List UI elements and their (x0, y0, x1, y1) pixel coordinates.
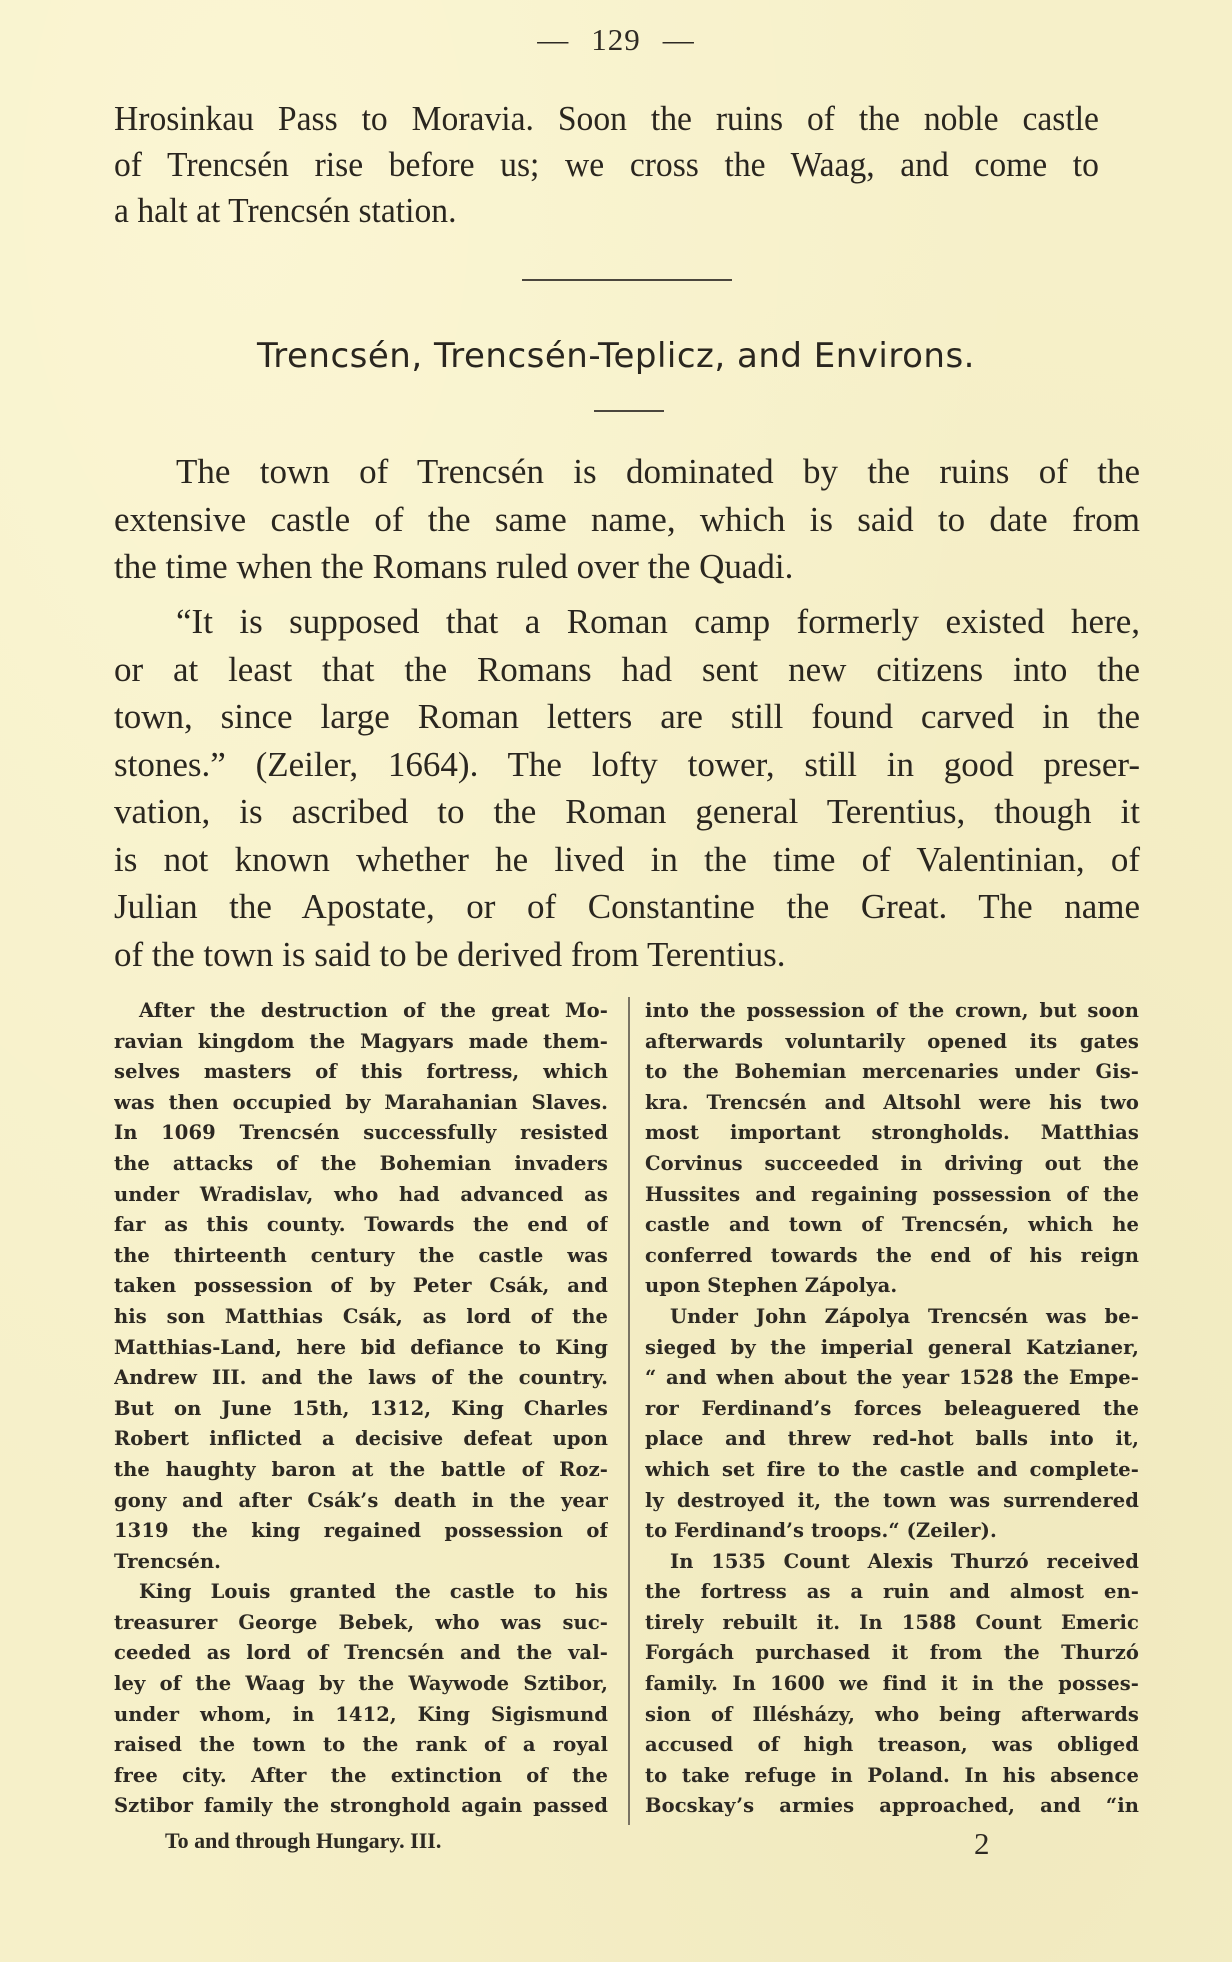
text-line: the time when the Romans ruled over the Quadi. (114, 547, 794, 586)
page-number-dash-left: — (537, 22, 570, 57)
right-column-paragraph-1 (645, 996, 1139, 1302)
footer-book-title: To and through Hungary. III. (165, 1828, 442, 1853)
text-line: In 1069 Trencsén successfully resisted (114, 1121, 608, 1145)
text-line: far as this county. Towards the end of (114, 1213, 608, 1237)
text-line: stones.” (Zeiler, 1664). The lofty tower, still in good preser- (114, 744, 1140, 784)
text-line: sion of Illésházy, who being afterwards (645, 1702, 1139, 1726)
section-divider-top (522, 279, 732, 281)
text-line: to Ferdinand’s troops.“ (Zeiler). (645, 1519, 997, 1543)
intro-paragraph-1 (114, 448, 1140, 591)
text-line: sieged by the imperial general Katzianer, (645, 1335, 1139, 1359)
text-line: of the town is said to be derived from Terentius. (114, 934, 786, 974)
page-number-dash-right: — (662, 22, 695, 57)
text-line: town, since large Roman letters are still found carved in the (114, 697, 1140, 736)
text-line: Andrew III. and the laws of the country. (114, 1366, 608, 1390)
text-line: the haughty baron at the battle of Roz- (114, 1457, 608, 1481)
right-column-paragraph-2 (645, 1302, 1139, 1547)
text-line: place and threw red-hot balls into it, (645, 1427, 1139, 1451)
page-number (0, 22, 1232, 58)
page-number-value: 129 (591, 22, 641, 57)
text-line: into the possession of the crown, but soon (645, 999, 1139, 1022)
text-line: to take refuge in Poland. In his absence (645, 1763, 1139, 1787)
text-line: In 1535 Count Alexis Thurzó received (670, 1549, 1139, 1573)
column-divider (628, 997, 630, 1825)
text-line: Julian the Apostate, or of Constantine the Great. The name (114, 887, 1140, 926)
lead-paragraph (114, 96, 1099, 234)
intro-paragraph-2 (114, 598, 1140, 978)
text-line: But on June 15th, 1312, King Charles (114, 1396, 608, 1420)
text-line: is not known whether he lived in the time of Valentinian, of (114, 839, 1140, 879)
text-line: conferred towards the end of his reign (645, 1243, 1139, 1267)
text-line: Hrosinkau Pass to Moravia. Soon the ruins of the noble castle (114, 99, 1099, 138)
text-line: Under John Zápolya Trencsén was be- (670, 1304, 1139, 1328)
text-line: ley of the Waag by the Waywode Sztibor, (114, 1672, 608, 1696)
text-line: kra. Trencsén and Altsohl were his two (645, 1090, 1139, 1114)
text-line: taken possession of by Peter Csák, and (114, 1274, 608, 1298)
left-column (114, 996, 608, 1822)
text-line: most important strongholds. Matthias (645, 1121, 1139, 1145)
text-line: under Wradislav, who had advanced as (114, 1182, 608, 1206)
text-line: ly destroyed it, the town was surrendered (645, 1488, 1139, 1512)
text-line: extensive castle of the same name, which is said to date from (114, 499, 1140, 539)
text-line: Forgách purchased it from the Thurzó (645, 1641, 1139, 1665)
left-column-paragraph-2 (114, 1577, 608, 1822)
text-line: raised the town to the rank of a royal (114, 1733, 608, 1757)
text-line: 1319 the king regained possession of (114, 1519, 608, 1543)
text-line: of Trencsén rise before us; we cross the Waag, and come to (114, 145, 1099, 184)
right-column-paragraph-3 (645, 1547, 1139, 1822)
right-column (645, 996, 1139, 1822)
text-line: ceeded as lord of Trencsén and the val- (114, 1641, 608, 1665)
text-line: castle and town of Trencsén, which he (645, 1213, 1139, 1237)
text-line: ror Ferdinand’s forces beleaguered the (645, 1396, 1139, 1420)
text-line: accused of high treason, was obliged (645, 1733, 1139, 1757)
text-line: was then occupied by Marahanian Slaves. (114, 1090, 608, 1114)
text-line: treasurer George Bebek, who was suc- (114, 1610, 608, 1634)
text-line: free city. After the extinction of the (114, 1763, 608, 1787)
text-line: tirely rebuilt it. In 1588 Count Emeric (645, 1610, 1139, 1634)
text-line: the attacks of the Bohemian invaders (114, 1151, 608, 1175)
text-line: “It is supposed that a Roman camp formerly existed here, (176, 602, 1140, 641)
text-line: ravian kingdom the Magyars made them- (114, 1029, 608, 1053)
text-line: King Louis granted the castle to his (139, 1580, 608, 1604)
section-title: Trencsén, Trencsén-Teplicz, and Environs. (257, 336, 975, 376)
text-line: to the Bohemian mercenaries under Gis- (645, 1060, 1139, 1084)
text-line: Sztibor family the stronghold again passed (114, 1794, 608, 1818)
text-line: Corvinus succeeded in driving out the (645, 1151, 1139, 1175)
text-line: Hussites and regaining possession of the (645, 1182, 1139, 1206)
footer-signature-mark: 2 (974, 1826, 990, 1861)
text-line: a halt at Trencsén station. (114, 191, 457, 230)
text-line: upon Stephen Zápolya. (645, 1274, 898, 1298)
text-line: afterwards voluntarily opened its gates (645, 1029, 1139, 1053)
text-line: the fortress as a ruin and almost en- (645, 1580, 1139, 1604)
text-line: selves masters of this fortress, which (114, 1060, 608, 1084)
text-line: gony and after Csák’s death in the year (114, 1488, 608, 1512)
text-line: The town of Trencsén is dominated by the ruins of the (176, 452, 1140, 491)
text-line: or at least that the Romans had sent new citizens into the (114, 649, 1140, 689)
text-line: which set fire to the castle and complete- (645, 1457, 1139, 1481)
text-line: After the destruction of the great Mo- (139, 999, 608, 1022)
text-line: Matthias-Land, here bid defiance to King (114, 1335, 608, 1359)
text-line: Trencsén. (114, 1549, 222, 1573)
text-line: Bocskay’s armies approached, and “in (645, 1794, 1139, 1818)
text-line: the thirteenth century the castle was (114, 1243, 608, 1267)
text-line: family. In 1600 we find it in the posses- (645, 1672, 1139, 1696)
text-line: vation, is ascribed to the Roman general Terentius, though it (114, 792, 1140, 831)
left-column-paragraph-1 (114, 996, 608, 1577)
text-line: “ and when about the year 1528 the Empe- (645, 1366, 1139, 1390)
text-line: his son Matthias Csák, as lord of the (114, 1304, 608, 1328)
text-line: under whom, in 1412, King Sigismund (114, 1702, 608, 1726)
text-line: Robert inflicted a decisive defeat upon (114, 1427, 608, 1451)
section-divider-bottom (594, 410, 664, 412)
